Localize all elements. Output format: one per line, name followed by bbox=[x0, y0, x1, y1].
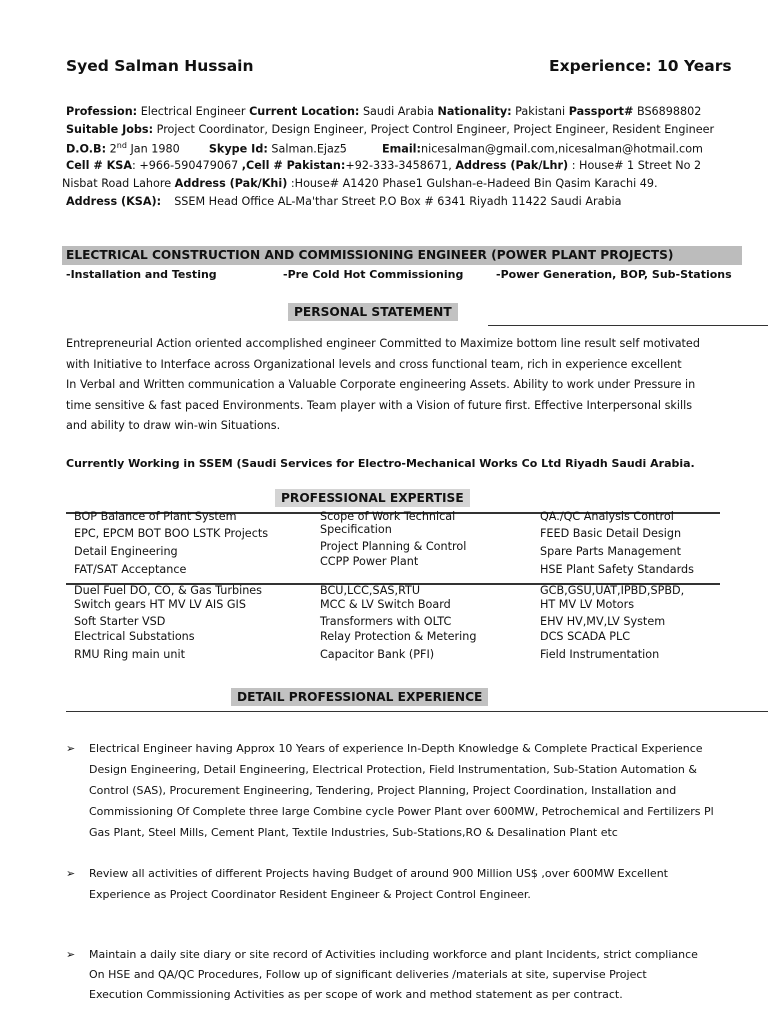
addr-khi-label: Address (Pak/Khi) bbox=[174, 177, 288, 190]
expertise-item: HT MV LV Motors bbox=[540, 598, 635, 611]
statement-line: Entrepreneurial Action oriented accomplished engineer Committed to Maximize bottom line result self motivated bbox=[66, 337, 700, 350]
expertise-item: EPC, EPCM BOT BOO LSTK Projects bbox=[74, 527, 269, 540]
current-employer: Currently Working in SSEM (Saudi Services for Electro-Mechanical Works Co Ltd Riyadh Saudi Arabia. bbox=[66, 457, 695, 470]
expertise-item: Relay Protection & Metering bbox=[320, 630, 477, 643]
expertise-item: FAT/SAT Acceptance bbox=[74, 563, 187, 576]
location-value: Saudi Arabia bbox=[362, 105, 434, 118]
experience-line: Electrical Engineer having Approx 10 Years of experience In-Depth Knowledge & Complete Practical Experience bbox=[89, 742, 703, 755]
cell-pak-label: ,Cell # Pakistan: bbox=[241, 159, 346, 172]
expertise-item: BOP Balance of Plant System bbox=[74, 510, 237, 523]
expertise-item: Electrical Substations bbox=[74, 630, 195, 643]
cell-pak-value: +92-333-3458671, bbox=[345, 159, 452, 172]
skype-label: Skype Id: bbox=[208, 142, 268, 156]
addr-ksa-value: SSEM Head Office AL-Ma'thar Street P.O Box # 6341 Riyadh 11422 Saudi Arabia bbox=[174, 195, 622, 208]
experience-line: On HSE and QA/QC Procedures, Follow up of significant deliveries /materials at site, supervise Project bbox=[89, 968, 647, 981]
bullet-arrow-icon: ➢ bbox=[66, 742, 76, 755]
expertise-item: BCU,LCC,SAS,RTU bbox=[320, 584, 421, 597]
expertise-item: Duel Fuel DO, CO, & Gas Turbines bbox=[74, 584, 262, 597]
experience-line: Execution Commissioning Activities as per scope of work and method statement as per contract. bbox=[89, 988, 623, 1001]
expertise-item: EHV HV,MV,LV System bbox=[540, 615, 666, 628]
experience-rule bbox=[66, 711, 768, 712]
experience-years: Experience: 10 Years bbox=[549, 57, 732, 75]
nationality-value: Pakistani bbox=[515, 105, 566, 118]
jobs-label: Suitable Jobs: bbox=[66, 123, 154, 136]
headline-item-power: -Power Generation, BOP, Sub-Stations bbox=[496, 268, 732, 281]
jobs-value: Project Coordinator, Design Engineer, Project Control Engineer, Project Engineer, Resident Engineer bbox=[156, 123, 715, 136]
experience-line: Maintain a daily site diary or site record of Activities including workforce and plant Incidents, strict compliance bbox=[89, 948, 698, 961]
passport-label: Passport# bbox=[568, 105, 634, 118]
candidate-name: Syed Salman Hussain bbox=[66, 57, 254, 75]
bullet-arrow-icon: ➢ bbox=[66, 867, 76, 880]
addr-ksa-label: Address (KSA): bbox=[66, 195, 162, 208]
cell-ksa-label: Cell # KSA bbox=[66, 159, 133, 172]
expertise-item: MCC & LV Switch Board bbox=[320, 598, 451, 611]
skype-value: Salman.Ejaz5 bbox=[271, 142, 347, 156]
personal-statement-heading: PERSONAL STATEMENT bbox=[288, 303, 458, 321]
bullet-arrow-icon: ➢ bbox=[66, 948, 76, 961]
addr-lhr-label: Address (Pak/Lhr) bbox=[455, 159, 569, 172]
expertise-heading: PROFESSIONAL EXPERTISE bbox=[275, 489, 470, 507]
addr-lhr-value: : House# 1 Street No 2 bbox=[571, 159, 702, 172]
info-line-profession bbox=[66, 105, 701, 118]
headline-item-installation: -Installation and Testing bbox=[66, 268, 217, 281]
experience-line: Commissioning Of Complete three large Combine cycle Power Plant over 600MW, Petrochemical and Fertilizers Pl bbox=[89, 805, 714, 818]
experience-line: Review all activities of different Projects having Budget of around 900 Million US$ ,over 600MW Excellent bbox=[89, 867, 668, 880]
expertise-item: CCPP Power Plant bbox=[320, 555, 419, 568]
email-value: nicesalman@gmail.com,nicesalman@hotmail.com bbox=[421, 142, 703, 156]
experience-line: Design Engineering, Detail Engineering, Electrical Protection, Field Instrumentation, Sub-Station Automation & bbox=[89, 763, 697, 776]
section-rule bbox=[488, 325, 768, 326]
profession-label: Profession: bbox=[66, 105, 138, 118]
addr-khi-value: :House# A1420 Phase1 Gulshan-e-Hadeed Bin Qasim Karachi 49. bbox=[290, 177, 658, 190]
nationality-label: Nationality: bbox=[437, 105, 512, 118]
experience-line: Experience as Project Coordinator Resident Engineer & Project Control Engineer. bbox=[89, 888, 531, 901]
info-line-ksa bbox=[66, 195, 622, 208]
passport-value: BS6898802 bbox=[636, 105, 702, 118]
location-label: Current Location: bbox=[249, 105, 360, 118]
cell-ksa-value: : +966-590479067 bbox=[132, 159, 239, 172]
expertise-item: RMU Ring main unit bbox=[74, 648, 185, 661]
expertise-item: HSE Plant Safety Standards bbox=[540, 563, 694, 576]
info-line-jobs bbox=[66, 123, 714, 136]
headline-item-commissioning: -Pre Cold Hot Commissioning bbox=[283, 268, 464, 281]
expertise-item: Project Planning & Control bbox=[320, 540, 467, 553]
experience-heading: DETAIL PROFESSIONAL EXPERIENCE bbox=[231, 688, 488, 706]
expertise-item: FEED Basic Detail Design bbox=[540, 527, 682, 540]
profession-value: Electrical Engineer bbox=[140, 105, 246, 118]
expertise-item: Spare Parts Management bbox=[540, 545, 682, 558]
statement-line: time sensitive & fast paced Environments. Team player with a Vision of future first. Effective Interpersonal skills bbox=[66, 399, 693, 412]
headline-title: ELECTRICAL CONSTRUCTION AND COMMISSIONING ENGINEER (POWER PLANT PROJECTS) bbox=[66, 248, 674, 262]
dob-day: 2 bbox=[109, 142, 117, 156]
expertise-item: Scope of Work Technical bbox=[320, 510, 456, 523]
statement-line: In Verbal and Written communication a Valuable Corporate engineering Assets. Ability to work under Pressure in bbox=[66, 378, 696, 391]
expertise-item: Detail Engineering bbox=[74, 545, 178, 558]
expertise-item: QA./QC Analysis Control bbox=[540, 510, 674, 523]
statement-line: with Initiative to Interface across Organizational levels and cross functional team, rich in experience excellent bbox=[66, 358, 682, 371]
email-label: Email: bbox=[382, 142, 421, 156]
expertise-item: GCB,GSU,UAT,IPBD,SPBD, bbox=[540, 584, 685, 597]
dob-rest: Jan 1980 bbox=[130, 142, 180, 156]
expertise-item: Specification bbox=[320, 523, 392, 536]
info-line-cell bbox=[66, 159, 701, 172]
expertise-item: Soft Starter VSD bbox=[74, 615, 166, 628]
expertise-item: Field Instrumentation bbox=[540, 648, 660, 661]
expertise-item: DCS SCADA PLC bbox=[540, 630, 631, 643]
info-line-dob bbox=[66, 141, 703, 156]
expertise-item: Transformers with OLTC bbox=[320, 615, 452, 628]
addr-lhr-cont: Nisbat Road Lahore bbox=[62, 177, 172, 190]
info-line-address bbox=[62, 177, 658, 190]
statement-line: and ability to draw win-win Situations. bbox=[66, 419, 281, 432]
expertise-item: Switch gears HT MV LV AIS GIS bbox=[74, 598, 246, 611]
expertise-item: Capacitor Bank (PFI) bbox=[320, 648, 435, 661]
experience-line: Control (SAS), Procurement Engineering, Tendering, Project Planning, Project Coordination, Installation and bbox=[89, 784, 677, 797]
dob-sup: nd bbox=[116, 141, 127, 150]
experience-line: Gas Plant, Steel Mills, Cement Plant, Textile Industries, Sub-Stations,RO & Desalination Plant etc bbox=[89, 826, 618, 839]
dob-label: D.O.B: bbox=[66, 142, 107, 156]
